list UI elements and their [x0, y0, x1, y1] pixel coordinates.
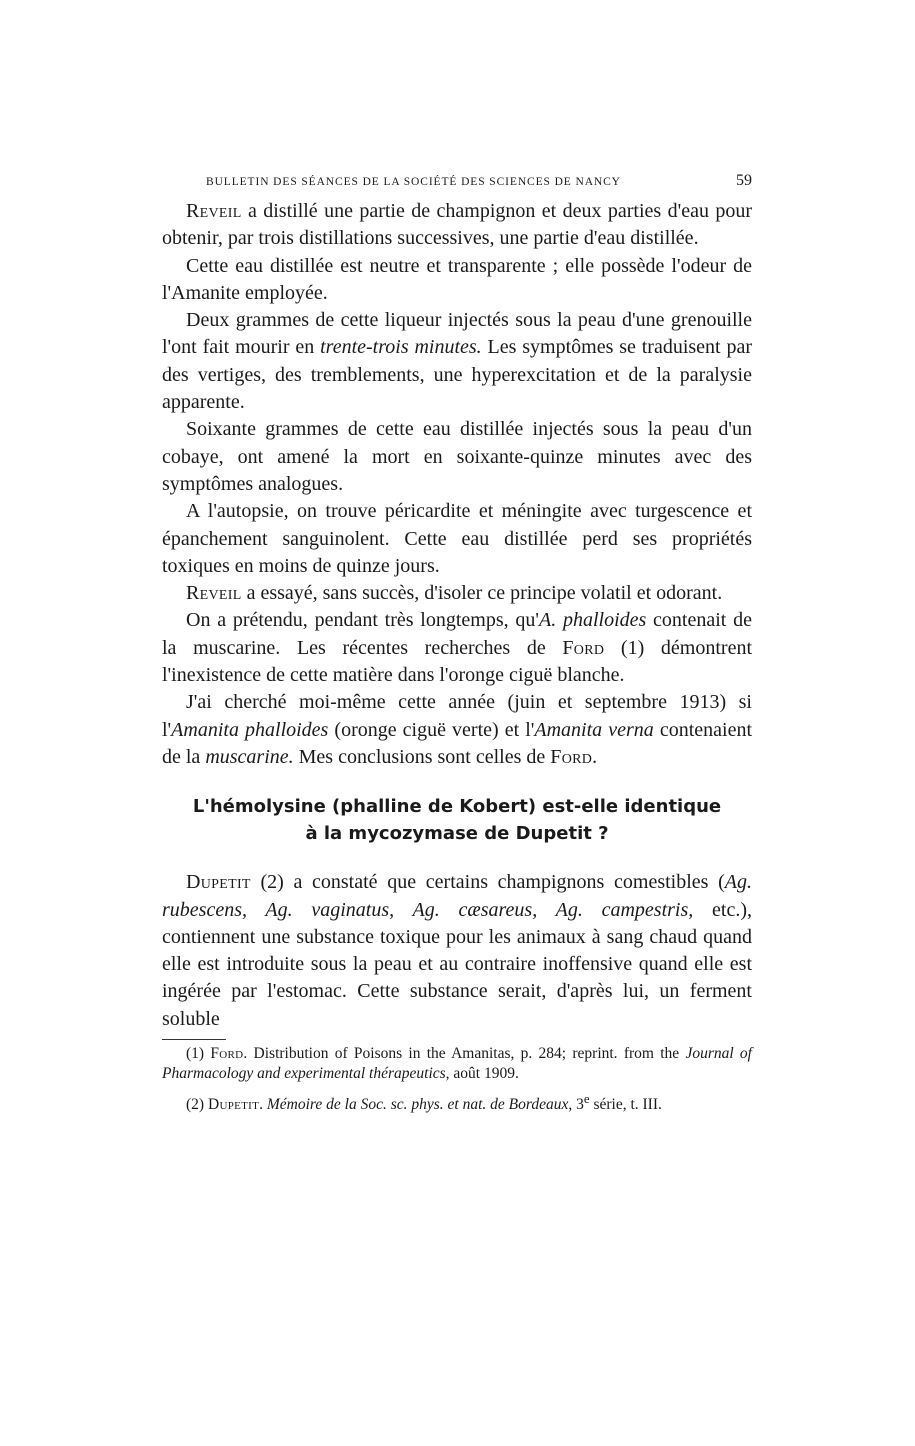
paragraph-3 — [162, 307, 752, 416]
footnote-text: . — [259, 1096, 267, 1114]
running-head-title: BULLETIN DES SÉANCES DE LA SOCIÉTÉ DES SCIENCES DE NANCY — [206, 176, 621, 188]
footnote-rule — [162, 1039, 226, 1040]
page — [162, 172, 752, 1120]
running-head — [206, 172, 752, 194]
paragraph-8 — [162, 689, 752, 771]
author-ford: Ford — [550, 745, 593, 768]
paragraph-7 — [162, 607, 752, 689]
footnote-text: 3 — [572, 1096, 584, 1114]
paragraph-text: . — [592, 745, 598, 768]
footnote-2 — [162, 1089, 752, 1115]
paragraph-text: (oronge ciguë verte) et l' — [328, 718, 535, 741]
paragraph-9 — [162, 869, 752, 1033]
footnote-text: août 1909. — [449, 1065, 519, 1083]
paragraph-4: Soixante grammes de cette eau distillée injectés sous la peau d'un cobaye, ont amené la mort en soixante-quinze minutes avec des symptômes analogues. — [162, 418, 752, 495]
paragraph-text: Mes conclusions sont celles de — [293, 745, 551, 768]
paragraph-text: J'ai cherché moi-même cette année (juin et septembre 1913) si l' — [162, 691, 752, 741]
italic-text: Mémoire de la Soc. sc. phys. et nat. de Bordeaux, — [266, 1096, 573, 1114]
italic-text: trente-trois minutes. — [320, 336, 482, 359]
paragraph-6 — [162, 580, 752, 607]
author-reveil: Reveil — [186, 582, 242, 605]
paragraph-2: Cette eau distillée est neutre et transparente ; elle possède l'odeur de l'Amanite employée. — [162, 254, 752, 304]
paragraph-text: Les symptômes se traduisent par des vertiges, des tremblements, une hyperexcitation et de la paralysie apparente. — [162, 336, 752, 414]
author-dupetit: Dupetit — [207, 1096, 260, 1114]
italic-text: Ag. rubescens, Ag. vaginatus, Ag. cæsareus, Ag. campestris, — [162, 871, 752, 921]
author-reveil: Reveil — [186, 200, 242, 222]
superscript: e — [583, 1091, 590, 1107]
paragraph-text: etc.), contiennent une substance toxique pour les animaux à sang chaud quand elle est introduite sous la peau et au contraire inoffensive quand elle est ingérée par l'estomac. Cette substance serait, d'après lui, un ferment soluble — [162, 898, 752, 1030]
paragraph-text: Deux grammes de cette liqueur injectés sous la peau d'une grenouille l'ont fait mourir en — [162, 309, 752, 359]
footnote-text: . Distribution of Poisons in the Amanitas, p. 284; reprint. from the — [243, 1045, 686, 1063]
footnote-text: série, t. III. — [589, 1096, 662, 1114]
paragraph-text: (2) a constaté que certains champignons comestibles ( — [250, 871, 725, 894]
section-heading — [162, 793, 752, 847]
section-heading-line-1: L'hémolysine (phalline de Kobert) est-elle identique — [192, 796, 722, 818]
footnote-1 — [162, 1044, 752, 1084]
author-ford: Ford — [562, 636, 605, 659]
italic-text: Journal of Pharmacology and experimental thérapeutics, — [162, 1045, 752, 1083]
author-dupetit: Dupetit — [186, 871, 251, 894]
paragraph-5: A l'autopsie, on trouve péricardite et méningite avec turgescence et épanchement sanguinolent. Cette eau distillée perd ses propriétés toxiques en moins de quinze jours. — [162, 500, 752, 577]
section-heading-line-2: à la mycozymase de Dupetit ? — [305, 823, 609, 845]
footnote-marker: (2) — [186, 1096, 208, 1114]
paragraph-text: a distillé une partie de champignon et deux parties d'eau pour obtenir, par trois distillations successives, une partie d'eau distillée. — [162, 200, 752, 250]
italic-text: muscarine. — [205, 745, 294, 768]
page-number: 59 — [736, 172, 752, 189]
italic-text: A. phalloides — [538, 609, 647, 632]
italic-text: Amanita verna — [534, 718, 654, 741]
paragraph-1 — [162, 198, 752, 253]
paragraph-text: (1) démontrent l'inexistence de cette matière dans l'oronge ciguë blanche. — [162, 636, 753, 687]
paragraph-text: contenaient de la — [162, 718, 753, 768]
italic-text: Amanita phalloides — [171, 718, 329, 741]
paragraph-text: a essayé, sans succès, d'isoler ce principe volatil et odorant. — [241, 582, 723, 605]
paragraph-text: On a prétendu, pendant très longtemps, qu' — [186, 609, 539, 632]
paragraph-text: contenait de la muscarine. Les récentes recherches de — [162, 609, 752, 659]
footnote-marker: (1) — [186, 1045, 211, 1063]
author-ford: Ford — [210, 1045, 244, 1063]
